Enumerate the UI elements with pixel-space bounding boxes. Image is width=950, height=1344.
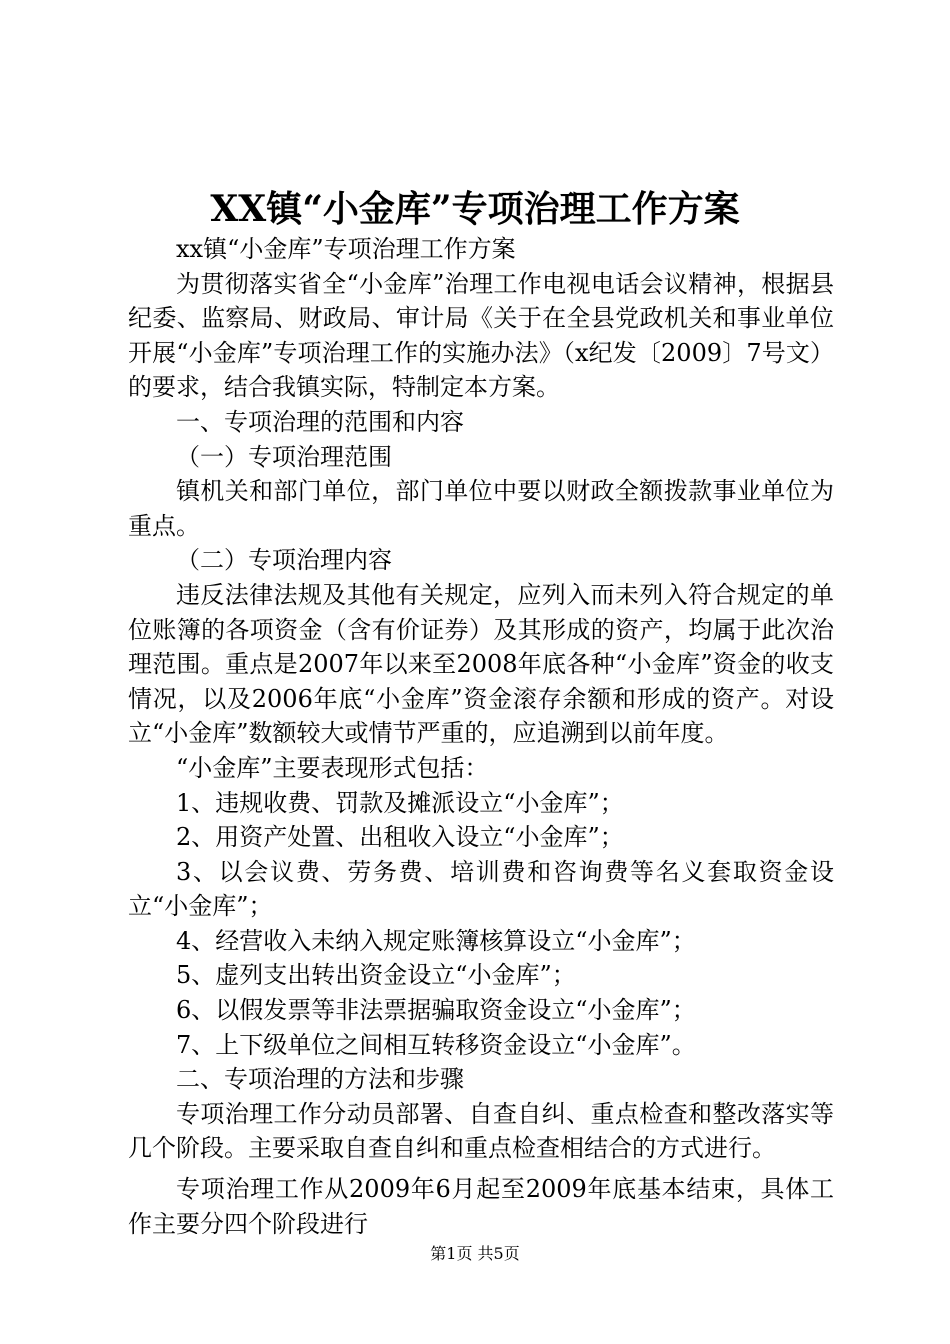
- list-item: 3、以会议费、劳务费、培训费和咨询费等名义套取资金设立“小金库”；: [128, 857, 834, 921]
- heading-subsection-1: （一）专项治理范围: [176, 442, 392, 471]
- list-item: 5、虚列支出转出资金设立“小金库”；: [176, 961, 576, 990]
- page-footer: 第1页 共5页: [430, 1244, 520, 1263]
- paragraph-forms-intro: “小金库”主要表现形式包括：: [176, 753, 489, 782]
- list-item: 4、经营收入未纳入规定账簿核算设立“小金库”；: [176, 926, 696, 955]
- paragraph-scope: 镇机关和部门单位，部门单位中要以财政全额拨款事业单位为重点。: [128, 477, 834, 540]
- heading-section-2: 二、专项治理的方法和步骤: [176, 1065, 464, 1094]
- paragraph-intro: 为贯彻落实省全“小金库”治理工作电视电话会议精神，根据县纪委、监察局、财政局、审计局《关于在全县党政机关和事业单位开展“小金库”专项治理工作的实施办法》（x纪发〔2009〕7号文）的要求，结合我镇实际，特制定本方案。: [128, 269, 834, 402]
- list-item: 1、违规收费、罚款及摊派设立“小金库”；: [176, 788, 624, 817]
- document-body: [128, 232, 834, 1241]
- paragraph-content: 违反法律法规及其他有关规定，应列入而未列入符合规定的单位账簿的各项资金（含有价证券）及其形成的资产，均属于此次治理范围。重点是2007年以来至2008年底各种“小金库”资金的收支情况，以及2006年底“小金库”资金滚存余额和形成的资产。对设立“小金库”数额较大或情节严重的，应追溯到以前年度。: [128, 580, 834, 748]
- paragraph-method: 专项治理工作分动员部署、自查自纠、重点检查和整改落实等几个阶段。主要采取自查自纠和重点检查相结合的方式进行。: [128, 1099, 834, 1163]
- list-item: 7、上下级单位之间相互转移资金设立“小金库”。: [176, 1030, 696, 1059]
- document-title: XX镇“小金库”专项治理工作方案: [210, 188, 740, 230]
- heading-section-1: 一、专项治理的范围和内容: [176, 407, 464, 436]
- list-item: 2、用资产处置、出租收入设立“小金库”；: [176, 823, 624, 852]
- paragraph-schedule: 专项治理工作从2009年6月起至2009年底基本结束，具体工作主要分四个阶段进行: [128, 1175, 834, 1238]
- list-item: 6、以假发票等非法票据骗取资金设立“小金库”；: [176, 996, 696, 1025]
- paragraph-subtitle: xx镇“小金库”专项治理工作方案: [176, 235, 516, 263]
- heading-subsection-2: （二）专项治理内容: [176, 546, 392, 575]
